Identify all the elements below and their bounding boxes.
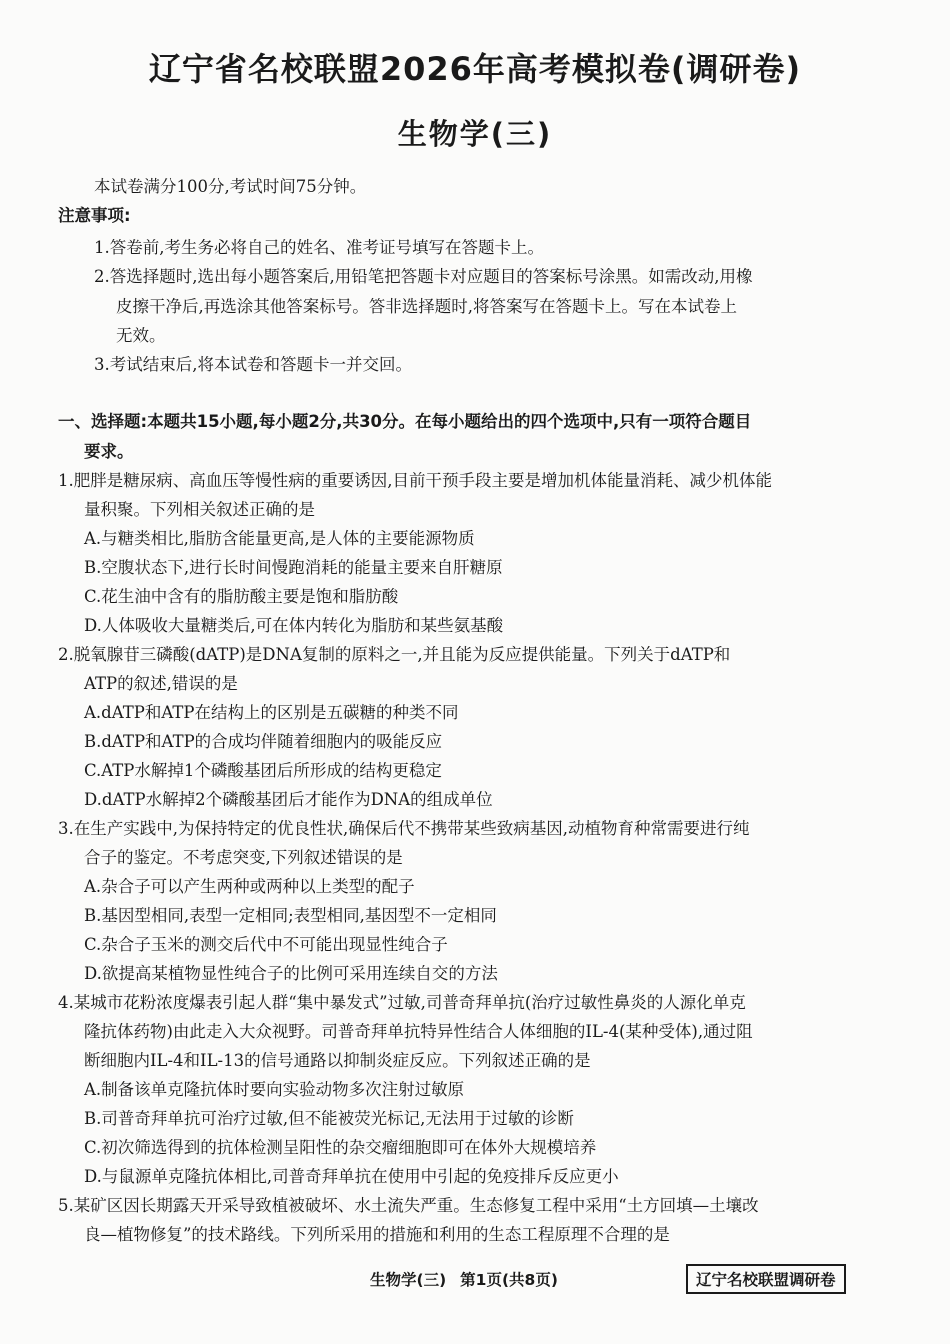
question-option: B.基因型相同,表型一定相同;表型相同,基因型不一定相同 [84, 906, 497, 925]
question-option: D.dATP水解掉2个磷酸基团后才能作为DNA的组成单位 [84, 790, 493, 809]
question-option: C.杂合子玉米的测交后代中不可能出现显性纯合子 [84, 935, 448, 954]
page-footer [370, 1268, 572, 1290]
question-option: B.dATP和ATP的合成均伴随着细胞内的吸能反应 [84, 732, 443, 751]
notice-item: 1.答卷前,考生务必将自己的姓名、准考证号填写在答题卡上。 [94, 238, 544, 257]
footer-page-number: 第1页(共8页) [460, 1271, 558, 1289]
question-stem: 良—植物修复”的技术路线。下列所采用的措施和利用的生态工程原理不合理的是 [84, 1225, 670, 1244]
question-stem: 5.某矿区因长期露天开采导致植被破坏、水土流失严重。生态修复工程中采用“土方回填—土壤改 [58, 1196, 759, 1215]
question-stem: 4.某城市花粉浓度爆表引起人群“集中暴发式”过敏,司普奇拜单抗(治疗过敏性鼻炎的人源化单克 [58, 993, 746, 1012]
footer-brand-box: 辽宁名校联盟调研卷 [686, 1264, 846, 1294]
question-stem: ATP的叙述,错误的是 [84, 674, 238, 693]
question-stem: 断细胞内IL-4和IL-13的信号通路以抑制炎症反应。下列叙述正确的是 [84, 1051, 591, 1070]
question-stem: 3.在生产实践中,为保持特定的优良性状,确保后代不携带某些致病基因,动植物育种常需要进行纯 [58, 819, 750, 838]
section-heading: 一、选择题:本题共15小题,每小题2分,共30分。在每小题给出的四个选项中,只有一项符合题目 [58, 412, 752, 431]
question-option: D.与鼠源单克隆抗体相比,司普奇拜单抗在使用中引起的免疫排斥反应更小 [84, 1167, 619, 1186]
question-option: A.dATP和ATP在结构上的区别是五碳糖的种类不同 [84, 703, 459, 722]
exam-subtitle: 生物学(三) [397, 117, 553, 151]
notice-item: 3.考试结束后,将本试卷和答题卡一并交回。 [94, 355, 412, 374]
notice-item: 2.答选择题时,选出每小题答案后,用铅笔把答题卡对应题目的答案标号涂黑。如需改动,用橡 [94, 267, 753, 286]
notice-item: 无效。 [116, 326, 166, 345]
question-stem: 合子的鉴定。不考虑突变,下列叙述错误的是 [84, 848, 403, 867]
question-option: C.ATP水解掉1个磷酸基团后所形成的结构更稳定 [84, 761, 442, 780]
intro-text: 本试卷满分100分,考试时间75分钟。 [94, 177, 367, 196]
question-option: C.花生油中含有的脂肪酸主要是饱和脂肪酸 [84, 587, 399, 606]
question-option: B.司普奇拜单抗可治疗过敏,但不能被荧光标记,无法用于过敏的诊断 [84, 1109, 574, 1128]
question-option: A.制备该单克隆抗体时要向实验动物多次注射过敏原 [84, 1080, 465, 1099]
question-option: A.与糖类相比,脂肪含能量更高,是人体的主要能源物质 [84, 529, 475, 548]
question-stem: 量积聚。下列相关叙述正确的是 [84, 500, 315, 519]
footer-subject: 生物学(三) [370, 1271, 447, 1289]
question-option: D.欲提高某植物显性纯合子的比例可采用连续自交的方法 [84, 964, 498, 983]
question-stem: 2.脱氧腺苷三磷酸(dATP)是DNA复制的原料之一,并且能为反应提供能量。下列关于dATP和 [58, 645, 731, 664]
notice-item: 皮擦干净后,再选涂其他答案标号。答非选择题时,将答案写在答题卡上。写在本试卷上 [116, 297, 737, 316]
question-option: B.空腹状态下,进行长时间慢跑消耗的能量主要来自肝糖原 [84, 558, 503, 577]
question-option: A.杂合子可以产生两种或两种以上类型的配子 [84, 877, 415, 896]
question-stem: 隆抗体药物)由此走入大众视野。司普奇拜单抗特异性结合人体细胞的IL-4(某种受体),通过阻 [84, 1022, 753, 1041]
question-option: C.初次筛选得到的抗体检测呈阳性的杂交瘤细胞即可在体外大规模培养 [84, 1138, 597, 1157]
section-heading: 要求。 [84, 442, 134, 461]
exam-title: 辽宁省名校联盟2026年高考模拟卷(调研卷) [148, 50, 802, 88]
question-stem: 1.肥胖是糖尿病、高血压等慢性病的重要诱因,目前干预手段主要是增加机体能量消耗、减少机体能 [58, 471, 772, 490]
question-option: D.人体吸收大量糖类后,可在体内转化为脂肪和某些氨基酸 [84, 616, 504, 635]
notice-heading: 注意事项: [58, 206, 131, 225]
